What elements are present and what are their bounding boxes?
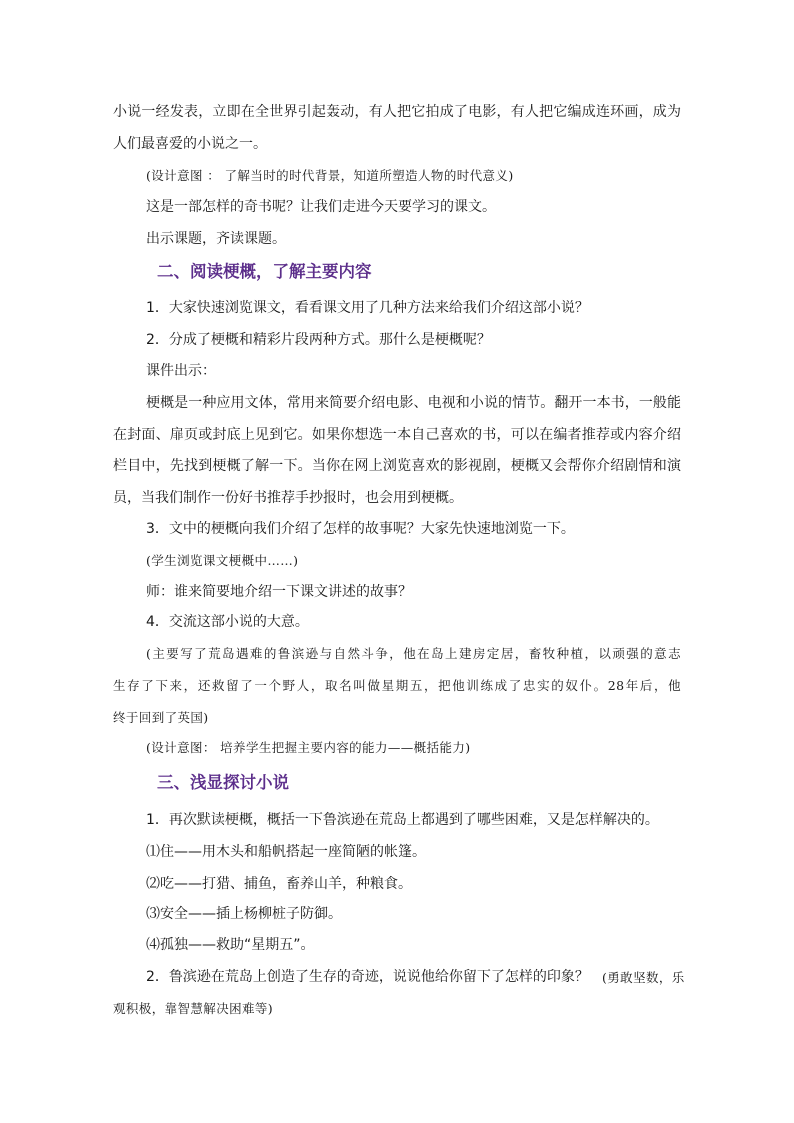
summary-note: 终于回到了英国): [113, 710, 209, 725]
paragraph-line: 人们最喜爱的小说之一。: [113, 136, 267, 152]
paragraph-line: 出示课题，齐读课题。: [146, 231, 286, 247]
question-line: 2．分成了梗概和精彩片段两种方式。那什么是梗概呢？: [146, 332, 491, 348]
section-heading: 二、阅读梗概，了解主要内容: [157, 262, 372, 281]
design-intent-note: (设计意图 ： 了解当时的时代背景，知道所塑造人物的时代意义): [146, 168, 514, 183]
list-item: ⑶安全——插上杨柳桩子防御。: [146, 906, 342, 922]
design-intent-note: (设计意图： 培养学生把握主要内容的能力——概括能力): [146, 740, 471, 755]
list-item: ⑴住——用木头和船帆搭起一座简陋的帐篷。: [146, 844, 426, 860]
list-item: ⑷孤独——救助“星期五”。: [146, 937, 315, 953]
question-line: 1．再次默读梗概，概括一下鲁滨逊在荒岛上都遇到了哪些困难，又是怎样解决的。: [146, 812, 659, 828]
paragraph-line: 师：谁来简要地介绍一下课文讲述的故事？: [146, 584, 412, 600]
answer-note: (勇敢坚数，乐: [602, 970, 685, 985]
paragraph-line: 课件出示：: [146, 363, 216, 379]
activity-note: (学生浏览课文梗概中……): [146, 553, 299, 568]
paragraph-line: 员，当我们制作一份好书推荐手抄报时，也会用到梗概。: [113, 490, 463, 506]
question-line: 1．大家快速浏览课文，看看课文用了几种方法来给我们介绍这部小说？: [146, 300, 589, 316]
question-line: 2．鲁滨逊在荒岛上创造了生存的奇迹，说说他给你留下了怎样的印象？: [146, 969, 589, 985]
list-item: ⑵吃——打猎、捕鱼，畜养山羊，种粮食。: [146, 876, 412, 892]
question-line: 3．文中的梗概向我们介绍了怎样的故事呢？大家先快速地浏览一下。: [146, 521, 575, 537]
answer-note: 观积极，靠智慧解决困难等): [113, 1001, 274, 1016]
paragraph-line: 在封面、扉页或封底上见到它。如果你想选一本自己喜欢的书，可以在编者推荐或内容介绍: [113, 427, 681, 443]
question-line: 4．交流这部小说的大意。: [146, 614, 309, 630]
paragraph-line: 小说一经发表，立即在全世界引起轰动，有人把它拍成了电影，有人把它编成连环画，成为: [113, 104, 681, 120]
paragraph-line: 栏目中，先找到梗概了解一下。当你在网上浏览喜欢的影视剧，梗概又会帮你介绍剧情和演: [113, 458, 681, 474]
section-heading: 三、浅显探讨小说: [157, 773, 289, 792]
summary-note: (主要写了荒岛遇难的鲁滨逊与自然斗争，他在岛上建房定居，畜牧种植，以顽强的意志: [146, 646, 681, 661]
summary-note: 生存了下来，还救留了一个野人，取名叫做星期五，把他训练成了忠实的奴仆。28年后，他: [113, 678, 681, 693]
paragraph-line: 这是一部怎样的奇书呢？让我们走进今天要学习的课文。: [146, 199, 496, 215]
paragraph-line: 梗概是一种应用文体，常用来简要介绍电影、电视和小说的情节。翻开一本书，一般能: [146, 395, 681, 411]
